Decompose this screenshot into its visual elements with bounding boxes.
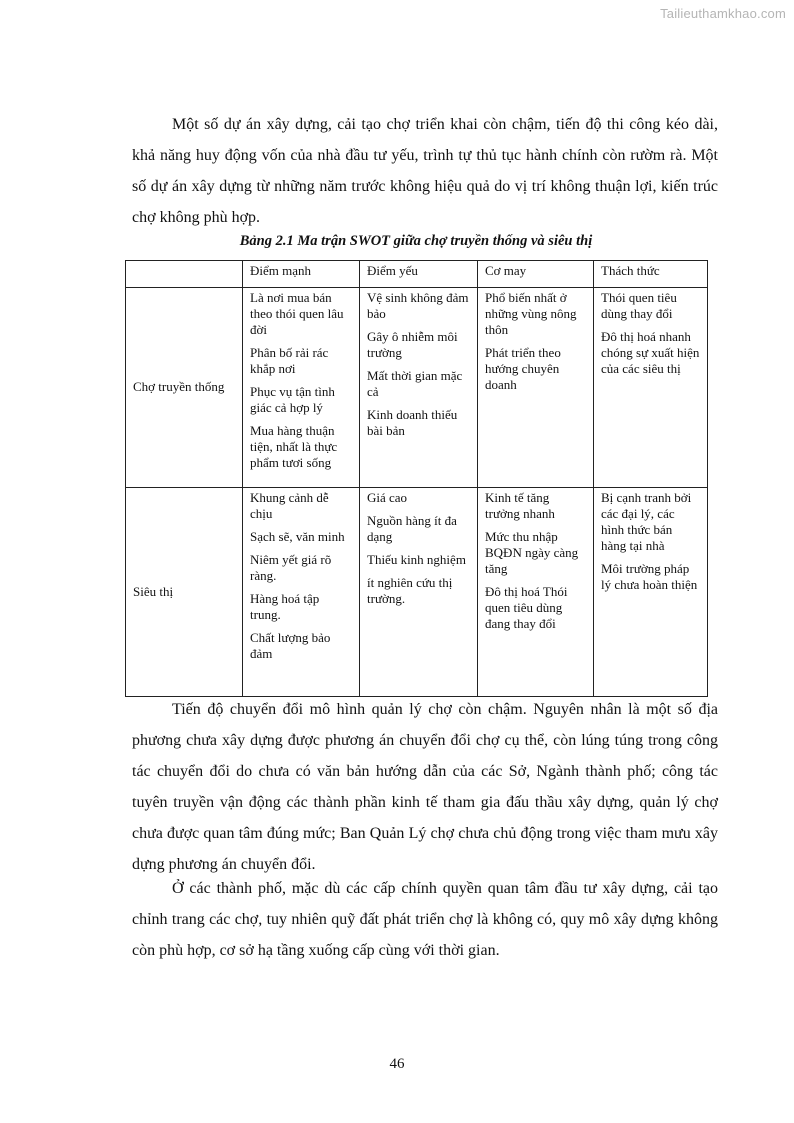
list-item: Nguồn hàng ít đa dạng (367, 513, 457, 544)
list-item: Khung cảnh dễ chịu (250, 490, 329, 521)
cell-weaknesses (360, 488, 478, 697)
header-weaknesses: Điểm yếu (360, 261, 478, 288)
paragraph-3: Ở các thành phố, mặc dù các cấp chính quyền quan tâm đầu tư xây dựng, cải tạo chỉnh trang các chợ, tuy nhiên quỹ đất phát triển chợ là không có, quy mô xây dựng không còn phù hợp, cơ sở hạ tầng xuống cấp cùng với thời gian. (132, 880, 718, 959)
list-item: Bị cạnh tranh bởi các đại lý, các hình thức bán hàng tại nhà (601, 490, 692, 553)
paragraph-1: Một số dự án xây dựng, cải tạo chợ triển khai còn chậm, tiến độ thi công kéo dài, khả năng huy động vốn của nhà đầu tư yếu, trình tự thủ tục hành chính còn rườm rà. Một số dự án xây dựng từ những năm trước không hiệu quả do vị trí không thuận lợi, kiến trúc chợ không phù hợp. (132, 116, 718, 226)
header-opportunities: Cơ may (478, 261, 594, 288)
list-item: Niêm yết giá rõ ràng. (250, 552, 332, 583)
list-item: Vệ sinh không đảm bảo (367, 290, 469, 321)
list-item: Mức thu nhập BQĐN ngày càng tăng (485, 529, 579, 576)
cell-threats (594, 488, 708, 697)
list-item: ít nghiên cứu thị trường. (367, 575, 453, 606)
header-strengths: Điểm mạnh (243, 261, 360, 288)
cell-weaknesses (360, 288, 478, 488)
list-item: Gây ô nhiễm môi trường (367, 329, 458, 360)
paragraph-2: Tiến độ chuyển đổi mô hình quản lý chợ còn chậm. Nguyên nhân là một số địa phương chưa xây dựng được phương án chuyển đổi chợ cụ thể, còn lúng túng trong công tác chuyển đổi do chưa có văn bản hướng dẫn của các Sở, Ngành thành phố; công tác tuyên truyền vận động các thành phần kinh tế tham gia đấu thầu xây dựng, quản lý chợ chưa được quan tâm đúng mức; Ban Quản Lý chợ chưa chủ động trong việc tham mưu xây dựng phương án chuyển đổi. (132, 701, 718, 873)
header-empty (126, 261, 243, 288)
list-item: Thói quen tiêu dùng thay đổi (601, 290, 677, 321)
list-item: Mua hàng thuận tiện, nhất là thực phẩm tươi sống (250, 423, 338, 470)
cell-threats (594, 288, 708, 488)
cell-strengths (243, 288, 360, 488)
list-item: Chất lượng bảo đảm (250, 630, 331, 661)
list-item: Phân bố rải rác khắp nơi (250, 345, 329, 376)
list-item: Đô thị hoá Thói quen tiêu dùng đang thay đổi (485, 584, 568, 631)
list-item: Giá cao (367, 490, 408, 505)
list-item: Kinh tế tăng trưởng nhanh (485, 490, 555, 521)
table-row-traditional-market (126, 288, 708, 488)
cell-opportunities (478, 488, 594, 697)
list-item: Thiếu kinh nghiệm (367, 552, 466, 567)
list-item: Phát triển theo hướng chuyên doanh (485, 345, 561, 392)
list-item: Hàng hoá tập trung. (250, 591, 320, 622)
list-item: Đô thị hoá nhanh chóng sự xuất hiện của các siêu thị (601, 329, 700, 376)
table-row-supermarket (126, 488, 708, 697)
header-threats: Thách thức (594, 261, 708, 288)
list-item: Sạch sẽ, văn minh (250, 529, 345, 544)
row-label-supermarket: Siêu thị (126, 488, 243, 697)
list-item: Mất thời gian mặc cả (367, 368, 463, 399)
cell-opportunities (478, 288, 594, 488)
list-item: Là nơi mua bán theo thói quen lâu đời (250, 290, 344, 337)
row-label-traditional-market: Chợ truyền thống (126, 288, 243, 488)
watermark: Tailieuthamkhao.com (660, 6, 786, 21)
list-item: Môi trường pháp lý chưa hoàn thiện (601, 561, 698, 592)
list-item: Phục vụ tận tình giác cả hợp lý (250, 384, 335, 415)
table-caption: Bảng 2.1 Ma trận SWOT giữa chợ truyền thống và siêu thị (239, 233, 593, 249)
cell-strengths (243, 488, 360, 697)
list-item: Phổ biến nhất ở những vùng nông thôn (485, 290, 577, 337)
table-header-row (126, 261, 708, 288)
swot-table (125, 260, 708, 697)
page-number: 46 (389, 1056, 405, 1072)
list-item: Kinh doanh thiếu bài bản (367, 407, 458, 438)
